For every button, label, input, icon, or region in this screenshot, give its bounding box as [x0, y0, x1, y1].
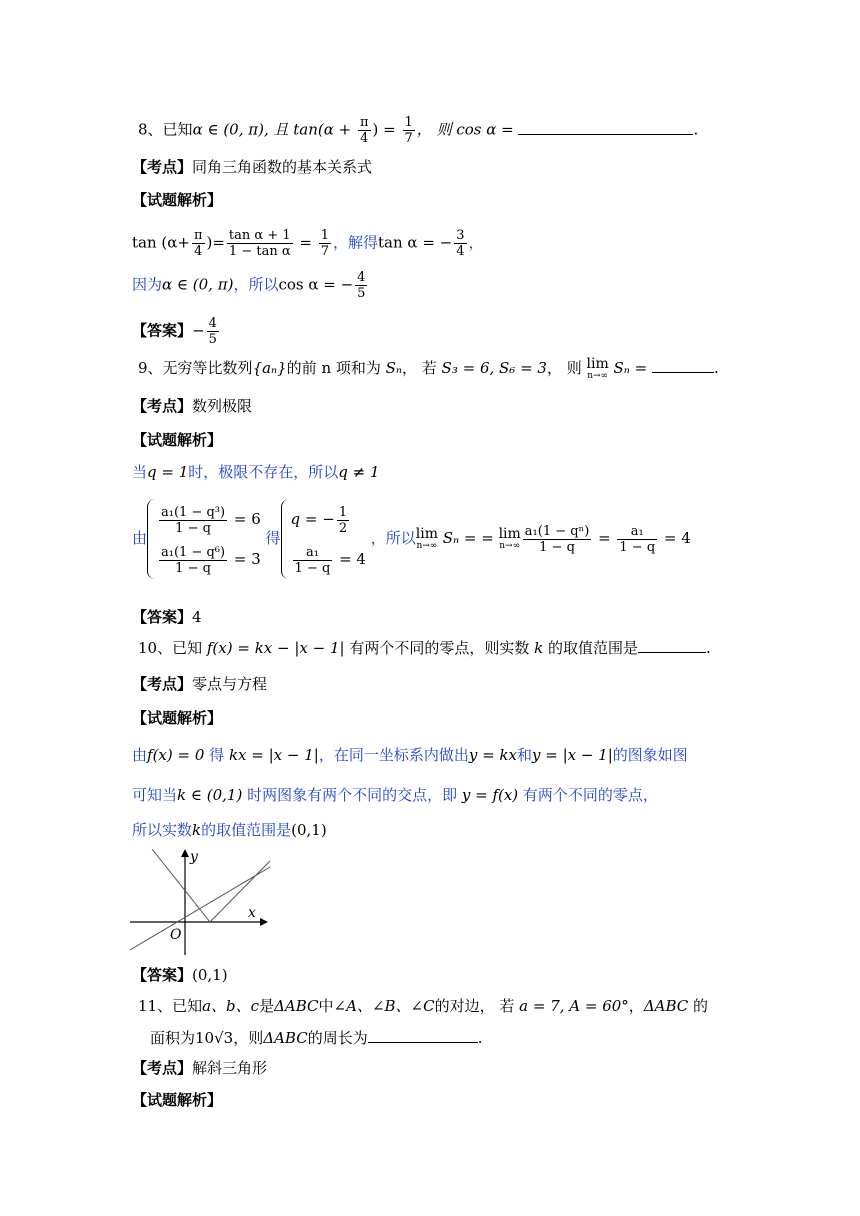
q8-end: .: [693, 120, 699, 139]
q11-stem-h: a = 7, A = 60°: [519, 997, 629, 1015]
q10-jiexi-label: [132, 708, 222, 728]
q9-lim-s: Sₙ =: [437, 529, 482, 547]
q10-solution-2: [132, 785, 658, 805]
kaodian-label: 【考点】: [132, 675, 193, 693]
q11-stem2-e: 的周长为: [307, 1029, 368, 1047]
q9-sol1-d: q ≠ 1: [338, 463, 380, 481]
q8-stem-d: ， 则 cos α =: [416, 120, 519, 139]
q11-kaodian-text: 解斜三角形: [192, 1059, 268, 1077]
q10-sol1-g: 和: [516, 746, 532, 764]
kaodian-label: 【考点】: [132, 158, 193, 176]
q9-stem-b: {aₙ}: [252, 359, 287, 377]
q10-sol2-b: k ∈ (0,1): [177, 786, 243, 804]
q11-jiexi-label: [132, 1090, 222, 1110]
axis-label-y: y: [190, 849, 198, 865]
q8-sol-three-quarters: $\frac{3}{4}$: [456, 228, 465, 259]
q9-eq-1: =: [481, 529, 499, 547]
q8-solution-2: [132, 270, 369, 301]
q10-sol1-e: ，在同一坐标系内做出: [318, 746, 469, 764]
q10-solution-1: [132, 745, 688, 765]
axis-label-x: x: [248, 905, 256, 921]
q8-sol1-end: ，: [468, 233, 484, 252]
q10-sol1-h: y = |x − 1|: [531, 746, 613, 764]
q10-end: .: [706, 639, 711, 657]
q9-sol1-b: q = 1: [147, 463, 189, 481]
q8-stem-a: 已知: [162, 120, 193, 139]
q9-kaodian: [132, 396, 252, 416]
q10-sol1-f: y = kx: [468, 746, 517, 764]
q9-result: = 4: [659, 529, 691, 547]
q8-answer: [132, 316, 221, 347]
q8-sol1-b: )=: [206, 233, 225, 252]
q9-sol-frac-1: $\frac{\text{a₁(1 − qⁿ)}}{1 - q}$: [524, 523, 590, 555]
q10-number: 10、: [138, 639, 173, 657]
q10-sol3-b: k: [192, 821, 202, 839]
q11-number: 11、: [138, 997, 173, 1015]
q10-answer: [132, 965, 228, 985]
q9-suoyi: ，所以: [370, 529, 416, 547]
q8-sol2-d: cos α = −: [278, 275, 354, 294]
q11-stem-2: [150, 1028, 482, 1048]
q11-answer-blank: [368, 1028, 478, 1043]
daan-label: 【答案】: [132, 966, 193, 984]
q8-sol2-c: ，所以: [233, 275, 279, 294]
jiexi-label: 【试题解析】: [132, 1091, 223, 1109]
q8-number: 8、: [138, 120, 163, 139]
q11-stem2-c: ，则: [233, 1029, 264, 1047]
q8-sol1-a: tan (α+: [132, 233, 190, 252]
q9-stem-a: 无穷等比数列: [162, 359, 253, 377]
q10-sol3-a: 所以实数: [132, 821, 193, 839]
q10-sol2-e: 有两个不同的零点，: [518, 786, 658, 804]
q11-stem-1: [138, 996, 708, 1016]
x-axis-arrow-icon: [260, 918, 268, 926]
q10-graph: [130, 845, 275, 957]
jiexi-label: 【试题解析】: [132, 709, 223, 727]
q8-stem-b: α ∈ (0, π), 且 tan(α +: [192, 120, 356, 139]
q10-sol1-d: kx = |x − 1|: [228, 746, 319, 764]
q11-stem-a: 已知: [172, 997, 203, 1015]
q10-sol2-c: 时两图象有两个不同的交点，即: [242, 786, 462, 804]
q11-stem-f: ∠A、∠B、∠C: [333, 997, 435, 1015]
daan-label: 【答案】: [132, 608, 193, 626]
q11-stem2-d: ΔABC: [263, 1029, 308, 1047]
q9-stem-c: 的前 n 项和为: [286, 359, 386, 377]
q11-stem-e: 中: [318, 997, 334, 1015]
q9-end: .: [713, 359, 719, 377]
q9-stem: [138, 357, 719, 381]
jiexi-label: 【试题解析】: [132, 191, 223, 209]
q10-stem-d: k: [534, 639, 544, 657]
jiexi-label: 【试题解析】: [132, 431, 223, 449]
kaodian-label: 【考点】: [132, 1059, 193, 1077]
q8-answer-sign: −: [192, 321, 205, 340]
q9-stem-e: ， 若: [402, 359, 442, 377]
q11-stem2-a: 面积为: [150, 1029, 196, 1047]
q10-answer-text: (0,1): [192, 966, 228, 984]
q9-stem-f: S₃ = 6, S₆ = 3: [441, 359, 547, 377]
y-axis-arrow-icon: [181, 849, 189, 857]
origin-label: O: [170, 927, 182, 943]
q9-sol1-c: 时，极限不存在，所以: [188, 463, 339, 481]
q8-solution-1: [132, 228, 484, 259]
q9-sol-frac-2: $\frac{\text{a₁}}{1 - q}$: [619, 523, 656, 555]
q10-kaodian-text: 零点与方程: [192, 675, 268, 693]
q11-stem2-b: 10√3: [195, 1029, 234, 1047]
q9-solution-1: [132, 462, 380, 482]
q8-sol1-e: tan α = −: [378, 233, 453, 252]
q11-kaodian: [132, 1058, 267, 1078]
q10-sol1-b: f(x) = 0: [147, 746, 205, 764]
q10-stem-c: 有两个不同的零点，则实数: [344, 639, 535, 657]
q9-stem-g: ， 则: [546, 359, 587, 377]
q9-eq-2: =: [593, 529, 616, 547]
q9-stem-h: Sₙ =: [608, 359, 652, 377]
q10-sol3-c: 的取值范围是: [201, 821, 292, 839]
q9-answer-blank: [652, 358, 714, 373]
q8-sol2-a: 因为: [132, 275, 163, 294]
q10-stem-a: 已知: [172, 639, 207, 657]
q9-solution-2: [132, 498, 691, 584]
q9-de: 得: [265, 529, 281, 547]
q9-sol-lim-1: lim n→∞: [415, 526, 438, 551]
q9-lim: lim n→∞: [586, 356, 609, 381]
q11-end: .: [477, 1029, 483, 1047]
q10-sol1-a: 由: [132, 746, 148, 764]
q10-sol2-a: 可知当: [132, 786, 178, 804]
q11-stem-g: 的对边， 若: [434, 997, 520, 1015]
q9-you: 由: [132, 529, 148, 547]
q9-system-1: $\frac{\text{a₁(1 − q³)}}{1 - q}$ = 6 $\frac{\text{a₁(1 − q⁶)}}{1 - q}$ = 3: [147, 499, 261, 579]
q8-sol1-c: =: [294, 233, 317, 252]
q10-sol2-d: y = f(x): [461, 786, 519, 804]
q10-solution-3: [132, 820, 327, 840]
q9-sol-lim-2: lim n→∞: [498, 526, 521, 551]
q9-answer: [132, 607, 202, 627]
q10-kaodian: [132, 674, 267, 694]
q8-one-seventh: $\frac{1}{7}$: [404, 115, 413, 146]
q8-stem: [138, 115, 698, 146]
q8-sol-four-fifths: $\frac{4}{5}$: [357, 270, 366, 301]
q9-stem-d: Sₙ: [385, 359, 402, 377]
kaodian-label: 【考点】: [132, 397, 193, 415]
q9-number: 9、: [138, 359, 163, 377]
q10-stem-b: f(x) = kx − |x − 1|: [206, 639, 345, 657]
q8-pi-over-4: $\frac{\pi}{4}$: [360, 115, 369, 146]
q9-system-2: q = − $\frac{1}{2}$ $\frac{\text{a₁}}{1 - q}$ = 4: [281, 499, 366, 579]
q11-stem-c: 是: [259, 997, 275, 1015]
q8-stem-c: ) =: [372, 120, 401, 139]
q10-sol1-c: 得: [204, 746, 229, 764]
q11-stem-k: 的: [688, 997, 709, 1015]
q8-sol-one-seventh: $\frac{1}{7}$: [320, 228, 329, 259]
q8-kaodian-text: 同角三角函数的基本关系式: [192, 158, 373, 176]
q8-kaodian: [132, 157, 372, 177]
q11-stem-j: ΔABC: [643, 997, 689, 1015]
q8-sol1-d: ，解得: [333, 233, 379, 252]
q10-sol1-i: 的图象如图: [612, 746, 688, 764]
q9-jiexi-label: [132, 430, 222, 450]
q10-stem-e: 的取值范围是: [543, 639, 638, 657]
q8-answer-blank: [518, 120, 693, 135]
q8-sol-pi-over-4: $\frac{\pi}{4}$: [193, 228, 203, 259]
q9-sol1-a: 当: [132, 463, 148, 481]
daan-label: 【答案】: [132, 321, 193, 340]
q11-stem-b: a、b、c: [202, 997, 260, 1015]
q9-answer-text: 4: [192, 608, 202, 626]
q8-sol2-b: α ∈ (0, π): [162, 275, 234, 294]
q9-kaodian-text: 数列极限: [192, 397, 253, 415]
q8-answer-frac: $\frac{4}{5}$: [208, 316, 217, 347]
q8-sol-frac: $\frac{\text{tan α + 1}}{\text{1 − tan α}}$: [228, 228, 291, 259]
q11-stem-d: ΔABC: [274, 997, 319, 1015]
q8-jiexi-label: [132, 190, 222, 210]
q10-sol3-d: (0,1): [291, 821, 327, 839]
q10-answer-blank: [638, 638, 706, 653]
q11-stem-i: ，: [628, 997, 644, 1015]
q10-stem: [138, 638, 711, 658]
